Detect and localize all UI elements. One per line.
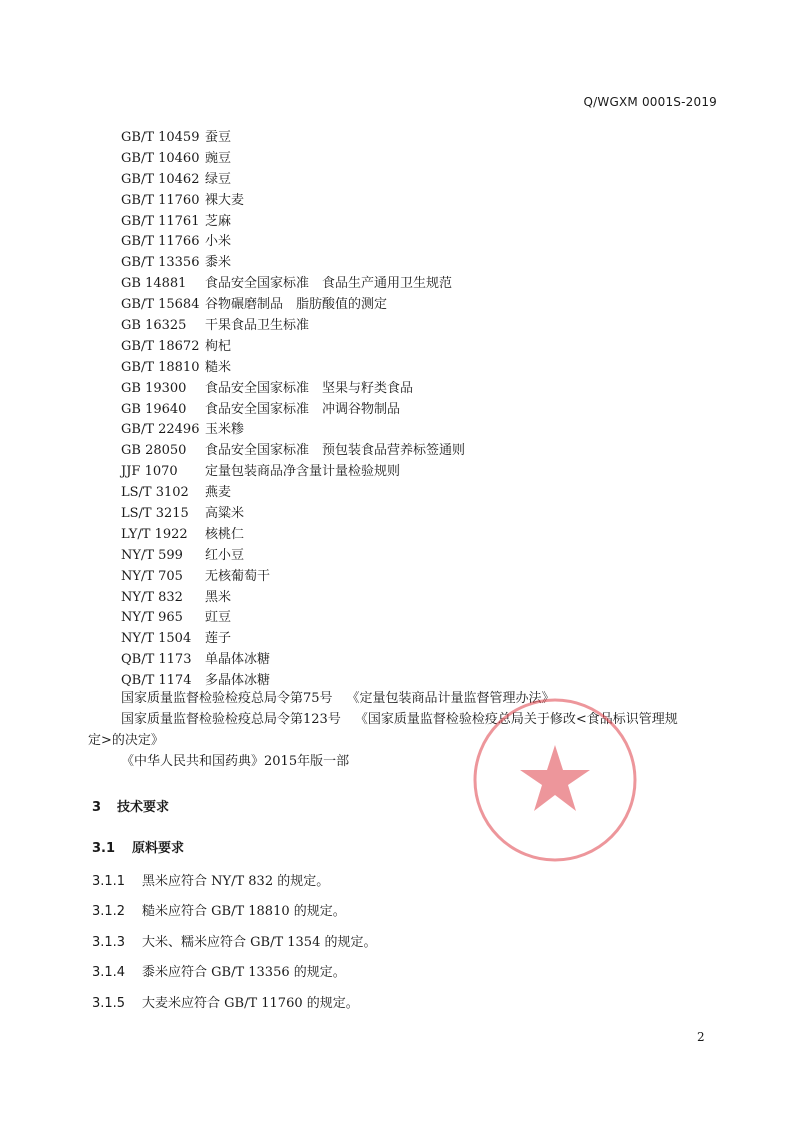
reference-code: NY/T 1504 bbox=[121, 631, 192, 647]
reference-code: GB/T 18810 bbox=[121, 359, 200, 375]
clause-item bbox=[92, 900, 346, 919]
reference-item bbox=[121, 504, 721, 525]
pharmacopoeia-reference: 《中华人民共和国药典》2015年版一部 bbox=[121, 754, 350, 769]
clause-text: 黑米应符合 NY/T 832 的规定。 bbox=[142, 874, 330, 889]
regulation-123-issuer: 国家质量监督检验检疫总局令第123号 bbox=[121, 712, 341, 727]
reference-title: 豇豆 bbox=[205, 610, 232, 626]
section-title: 技术要求 bbox=[117, 800, 170, 815]
reference-title: 干果食品卫生标准 bbox=[205, 318, 310, 334]
reference-code: GB/T 15684 bbox=[121, 297, 200, 313]
reference-title: 食品安全国家标准 食品生产通用卫生规范 bbox=[205, 276, 453, 292]
reference-code: GB 19640 bbox=[121, 401, 187, 417]
reference-code: LS/T 3215 bbox=[121, 506, 189, 522]
regulation-75-title: 《定量包装商品计量监督管理办法》 bbox=[346, 691, 555, 706]
regulation-75-issuer: 国家质量监督检验检疫总局令第75号 bbox=[121, 691, 333, 706]
subsection-number: 3.1 bbox=[92, 841, 116, 856]
page-number: 2 bbox=[697, 1030, 705, 1044]
reference-item bbox=[121, 128, 721, 149]
company-seal-stamp bbox=[470, 695, 640, 865]
reference-item bbox=[121, 358, 721, 379]
reference-item bbox=[121, 170, 721, 191]
reference-item bbox=[121, 462, 721, 483]
reference-code: GB/T 13356 bbox=[121, 255, 200, 271]
reference-code: GB 19300 bbox=[121, 380, 187, 396]
reference-item bbox=[121, 525, 721, 546]
section-number: 3 bbox=[92, 800, 102, 815]
reference-code: GB/T 11761 bbox=[121, 213, 200, 229]
clause-item bbox=[92, 931, 376, 950]
reference-title: 黍米 bbox=[205, 255, 232, 271]
section-heading-3-1 bbox=[92, 837, 184, 856]
seal-star-icon bbox=[520, 745, 590, 811]
reference-title: 食品安全国家标准 冲调谷物制品 bbox=[205, 401, 401, 417]
reference-code: QB/T 1173 bbox=[121, 652, 192, 668]
reference-item bbox=[121, 588, 721, 609]
reference-title: 黑米 bbox=[205, 589, 232, 605]
reference-code: LY/T 1922 bbox=[121, 526, 188, 542]
reference-item bbox=[121, 191, 721, 212]
reference-code: GB 28050 bbox=[121, 443, 187, 459]
reference-item bbox=[121, 337, 721, 358]
reference-title: 谷物碾磨制品 脂肪酸值的测定 bbox=[205, 297, 388, 313]
clause-item bbox=[92, 992, 359, 1011]
clause-number: 3.1.2 bbox=[92, 904, 126, 919]
reference-item bbox=[121, 483, 721, 504]
clause-text: 大麦米应符合 GB/T 11760 的规定。 bbox=[142, 996, 359, 1011]
reference-code: GB/T 22496 bbox=[121, 422, 200, 438]
reference-code: GB 16325 bbox=[121, 318, 187, 334]
reference-item bbox=[121, 608, 721, 629]
section-heading-3 bbox=[92, 796, 169, 815]
reference-title: 枸杞 bbox=[205, 338, 232, 354]
reference-code: NY/T 599 bbox=[121, 547, 183, 563]
reference-code: GB/T 18672 bbox=[121, 338, 200, 354]
reference-code: GB/T 10462 bbox=[121, 171, 200, 187]
clause-text: 黍米应符合 GB/T 13356 的规定。 bbox=[142, 965, 346, 980]
reference-item bbox=[121, 253, 721, 274]
reference-item bbox=[121, 546, 721, 567]
normative-references-list bbox=[121, 128, 721, 692]
regulation-123-title-continued: 定>的决定》 bbox=[88, 733, 164, 748]
clause-text: 大米、糯米应符合 GB/T 1354 的规定。 bbox=[142, 935, 377, 950]
reference-item bbox=[121, 567, 721, 588]
reference-title: 芝麻 bbox=[205, 213, 232, 229]
reference-item bbox=[121, 400, 721, 421]
clause-number: 3.1.3 bbox=[92, 935, 126, 950]
reference-item bbox=[121, 629, 721, 650]
clause-item bbox=[92, 870, 329, 889]
reference-code: NY/T 832 bbox=[121, 589, 183, 605]
reference-item bbox=[121, 379, 721, 400]
reference-code: QB/T 1174 bbox=[121, 673, 192, 689]
reference-title: 小米 bbox=[205, 234, 232, 250]
document-code-header: Q/WGXM 0001S-2019 bbox=[583, 95, 717, 109]
reference-item bbox=[121, 420, 721, 441]
regulation-123-title: 《国家质量监督检验检疫总局关于修改<食品标识管理规 bbox=[354, 712, 678, 727]
reference-item bbox=[121, 650, 721, 671]
reference-title: 食品安全国家标准 坚果与籽类食品 bbox=[205, 380, 414, 396]
reference-title: 高粱米 bbox=[205, 506, 245, 522]
reference-title: 单晶体冰糖 bbox=[205, 652, 271, 668]
reference-code: LS/T 3102 bbox=[121, 485, 189, 501]
reference-code: GB/T 11766 bbox=[121, 234, 200, 250]
reference-title: 红小豆 bbox=[205, 547, 245, 563]
reference-title: 定量包装商品净含量计量检验规则 bbox=[205, 464, 401, 480]
reference-item bbox=[121, 316, 721, 337]
reference-code: GB/T 11760 bbox=[121, 192, 200, 208]
reference-code: GB/T 10459 bbox=[121, 130, 200, 145]
clause-number: 3.1.1 bbox=[92, 874, 126, 889]
reference-title: 核桃仁 bbox=[205, 526, 245, 542]
reference-item bbox=[121, 295, 721, 316]
subsection-title: 原料要求 bbox=[132, 841, 185, 856]
reference-title: 糙米 bbox=[205, 359, 232, 375]
reference-title: 豌豆 bbox=[205, 150, 232, 166]
reference-item bbox=[121, 441, 721, 462]
reference-title: 裸大麦 bbox=[205, 192, 245, 208]
reference-code: GB 14881 bbox=[121, 276, 187, 292]
reference-title: 玉米糁 bbox=[205, 422, 245, 438]
reference-title: 多晶体冰糖 bbox=[205, 673, 271, 689]
reference-title: 莲子 bbox=[205, 631, 232, 647]
reference-code: NY/T 705 bbox=[121, 568, 183, 584]
reference-title: 绿豆 bbox=[205, 171, 232, 187]
clause-text: 糙米应符合 GB/T 18810 的规定。 bbox=[142, 904, 346, 919]
reference-item bbox=[121, 212, 721, 233]
reference-title: 燕麦 bbox=[205, 485, 232, 501]
reference-item bbox=[121, 149, 721, 170]
reference-title: 蚕豆 bbox=[205, 130, 232, 145]
clause-number: 3.1.5 bbox=[92, 996, 126, 1011]
clause-number: 3.1.4 bbox=[92, 965, 126, 980]
reference-title: 食品安全国家标准 预包装食品营养标签通则 bbox=[205, 443, 466, 459]
reference-code: JJF 1070 bbox=[121, 464, 178, 480]
clause-item bbox=[92, 961, 346, 980]
reference-title: 无核葡萄干 bbox=[205, 568, 271, 584]
reference-code: GB/T 10460 bbox=[121, 150, 200, 166]
reference-item bbox=[121, 274, 721, 295]
reference-code: NY/T 965 bbox=[121, 610, 183, 626]
reference-item bbox=[121, 232, 721, 253]
